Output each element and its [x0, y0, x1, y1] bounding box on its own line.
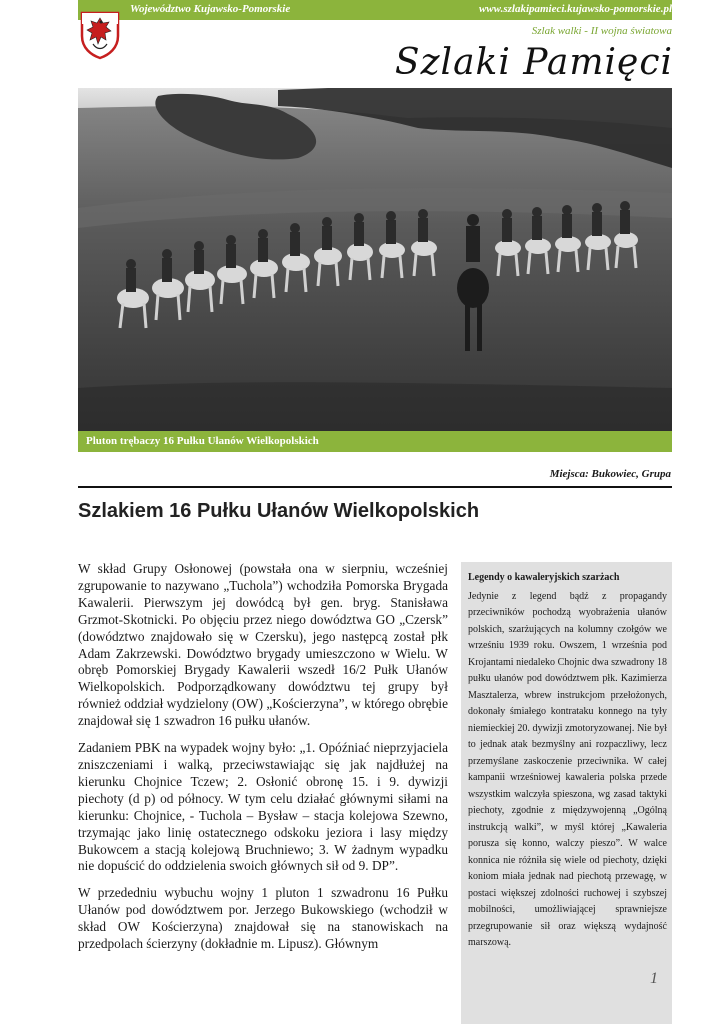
photo-caption: Pluton trębaczy 16 Pułku Ułanów Wielkopolskich	[86, 435, 319, 447]
historical-photo	[78, 88, 672, 431]
website-url[interactable]: www.szlakipamieci.kujawsko-pomorskie.pl	[478, 3, 672, 15]
article-paragraph: Zadaniem PBK na wypadek wojny było: „1. Opóźniać nieprzyjaciela zniszczeniami i walką, przeciwstawiając się jak najdłużej na kierunku Chojnice Tczew; 2. Osłonić obronę 15. i 9. dywizji piechoty (d p) od północy. W tym celu działać głównymi siłami na kierunku: Chojnice, - Tuchola – Bysław – stacja kolejowa Szewno, trzymając jako linię ostatecznego odskoku jeziora i lasy między Bukowcem a stacją kolejową Bruchniewo; 3. W żadnym wypadku nie dopuścić do oddzielenia swoich głównych sił od 9. DP”.	[78, 740, 448, 874]
sidebar-heading: Legendy o kawaleryjskich szarżach	[468, 572, 620, 583]
header-bar	[78, 0, 672, 20]
article-paragraph: W przededniu wybuchu wojny 1 pluton 1 szwadronu 16 Pułku Ułanów pod dowództwem por. Jerzego Bukowskiego (wchodził w skład OW Kościerzyna) znajdował się na stanowiskach na przedpolach ścierzyny (dokładnie m. Lipusz). Głównym	[78, 885, 448, 952]
coat-of-arms-icon	[79, 10, 121, 60]
divider	[78, 486, 672, 488]
region-name: Województwo Kujawsko-Pomorskie	[130, 3, 291, 15]
article-paragraph: W skład Grupy Osłonowej (powstała ona w sierpniu, wcześniej zgrupowanie to nazywano „Tuchola”) wchodziła Pomorska Brygada Kawalerii. Pierwszym jej dowódcą był gen. bryg. Stanisława Grzmot-Skotnicki. Po objęciu przez niego dowództwa GO „Czersk” (dowództwo znajdowało się w Czersku), jego następcą został płk Adam Zakrzewski. Dowództwo brygady umieszczono w Wielu. W obręb Pomorskiej Brygady Kawalerii wszedł 16/2 Pułk Ułanów Wielkopolskich. Podporządkowany dowództwu tej grupy był również oddział wydzielony (OW) „Kościerzyna”, w którego obrębie znajdował się 1 szwadron 16 pułku ułanów.	[78, 561, 448, 729]
brand-title: Szlaki Pamięci	[394, 42, 673, 83]
series-subtitle: Szlak walki - II wojna światowa	[531, 25, 672, 37]
sidebar-box	[461, 562, 672, 1024]
article-body	[78, 561, 448, 963]
photo-caption-bar	[78, 431, 672, 452]
page-number: 1	[650, 970, 658, 987]
location-label: Miejsca: Bukowiec, Grupa	[549, 468, 671, 480]
sidebar-text: Jedynie z legend bądź z propagandy przeciwników pochodzą wyobrażenia ułanów polskich, szarżujących na kolumny czołgów we wrześniu 1939 roku. Owszem, 1 września pod Krojantami niedaleko Chojnic dwa szwadrony 18 pułku ułanów pod dowództwem płk. Kazimierza Masztalerza, wbrew instrukcjom przełożonych, dokonały śmiałego kontrataku konnego na tyły niemieckiej 20. dywizji zmotoryzowanej. Nie był to jednak atak bezmyślny ani rozpaczliwy, lecz przemyślane zaskoczenie przeciwnika. W całej kampanii wrześniowej kawaleria polska przede wszystkim walczyła spieszona, wg zasad taktyki piechoty, zgodnie z międzywojenną „Ogólną instrukcją walki”, w myśl której „Kawaleria porusza się konno, walczy pieszo”. W walce konnica nie różniła się wiele od piechoty, dzięki koniom miała jednak nad piechotą przewagę, w postaci większej zdolności ruchowej i szybszej mobilności, umożliwiającej sprawniejsze przegrupowanie sił oraz większą wydajność marszową.	[468, 590, 667, 948]
article-title: Szlakiem 16 Pułku Ułanów Wielkopolskich	[78, 500, 480, 522]
